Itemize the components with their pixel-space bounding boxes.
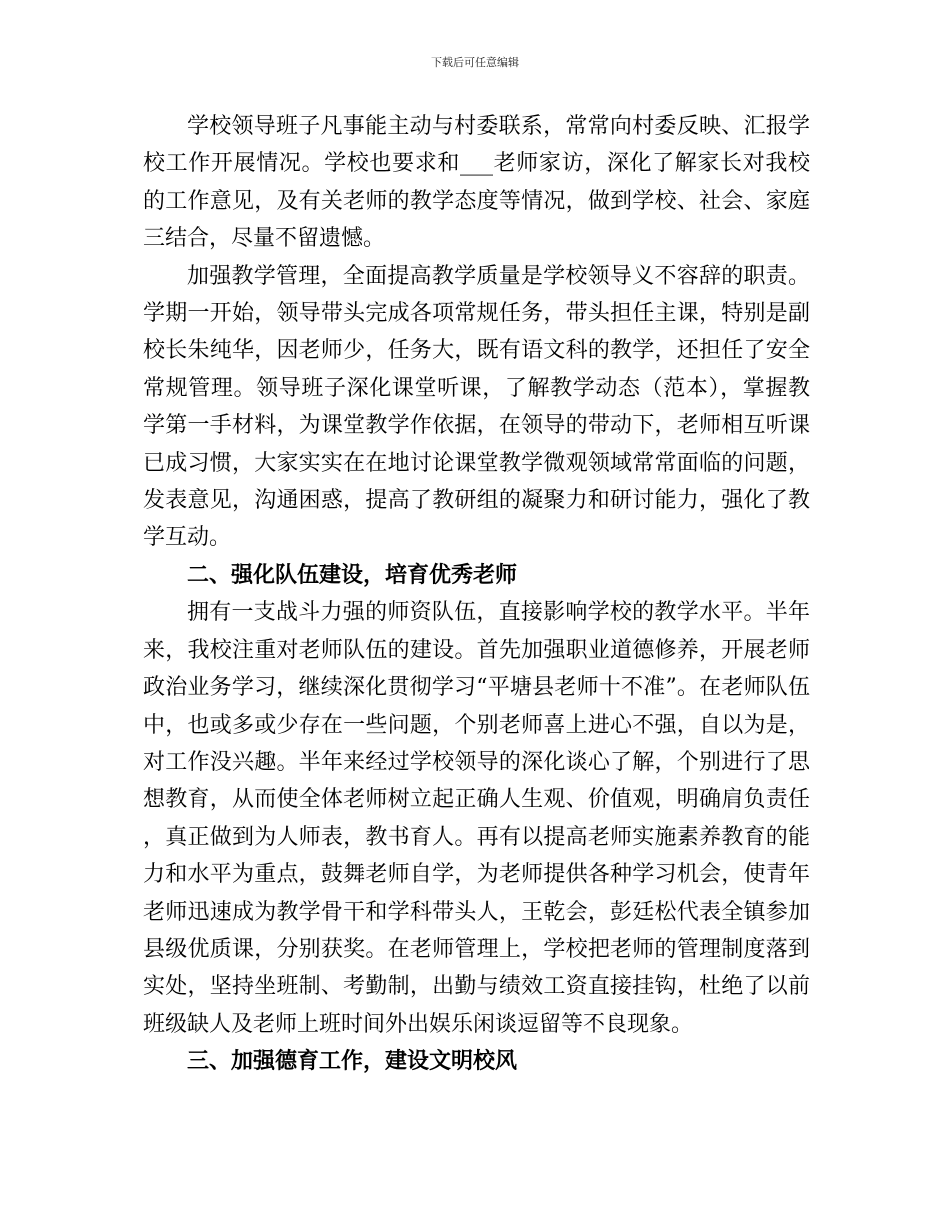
section-heading-moral-education: 三、加强德育工作，建设文明校风 [187,1049,518,1075]
paragraph-teaching-management: 加强教学管理，全面提高教学质量是学校领导义不容辞的职责。学期一开始，领导带头完成各项常规任务，带头担任主课，特别是副校长朱纯华，因老师少，任务大，既有语文科的教学，还担任了安全常规管理。领导班子深化课堂听课，了解教学动态（范本），掌握教学第一手材料，为课堂教学作依据，在领导的带动下，老师相互听课已成习惯，大家实实在在地讨论课堂教学微观领域常常面临的问题，发表意见，沟通困惑，提高了教研组的凝聚力和研讨能力，强化了教学互动。 [143,263,810,551]
section-heading-teacher-team: 二、强化队伍建设，培育优秀老师 [187,562,518,588]
paragraph-teacher-team: 拥有一支战斗力强的师资队伍，直接影响学校的教学水平。半年来，我校注重对老师队伍的建设。首先加强职业道德修养，开展老师政治业务学习，继续深化贯彻学习“平塘县老师十不准”。在老师队伍中，也或多或少存在一些问题，个别老师喜上进心不强，自以为是，对工作没兴趣。半年来经过学校领导的深化谈心了解，个别进行了思想教育，从而使全体老师树立起正确人生观、价值观，明确肩负责任，真正做到为人师表，教书育人。再有以提高老师实施素养教育的能力和水平为重点，鼓舞老师自学，为老师提供各种学习机会，使青年老师迅速成为教学骨干和学科带头人，王乾会，彭廷松代表全镇参加县级优质课，分别获奖。在老师管理上，学校把老师的管理制度落到实处，坚持坐班制、考勤制，出勤与绩效工资直接挂钩，杜绝了以前班级缺人及老师上班时间外出娱乐闲谈逗留等不良现象。 [143,600,810,1037]
document-body [143,108,810,1081]
page-header: 下载后可任意编辑 [431,56,519,69]
paragraph-village-liaison: 学校领导班子凡事能主动与村委联系，常常向村委反映、汇报学校工作开展情况。学校也要求和___老师家访，深化了解家长对我校的工作意见，及有关老师的教学态度等情况，做到学校、社会、家庭三结合，尽量不留遗憾。 [143,114,810,252]
